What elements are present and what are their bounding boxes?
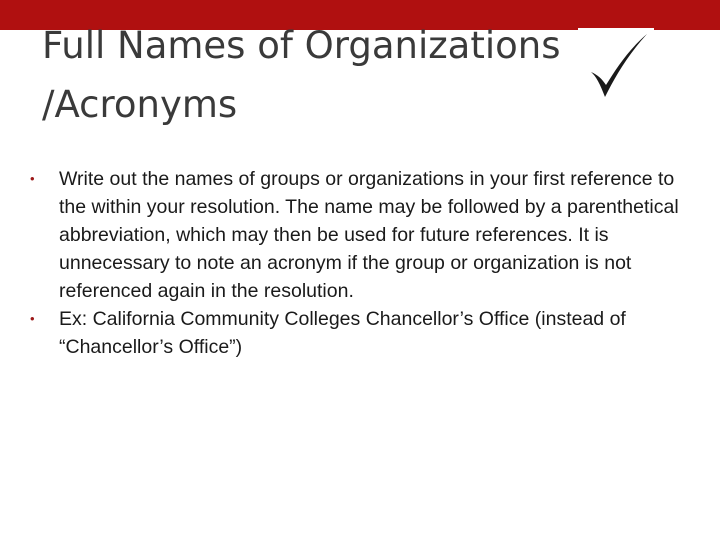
bullet-item-2: [30, 305, 700, 361]
checkmark-icon: [578, 28, 654, 104]
bullet-list: [30, 165, 700, 361]
bullet-marker: •: [30, 311, 35, 326]
slide-title: [42, 16, 642, 134]
bullet-text-2: Ex: California Community Colleges Chancellor’s Office (instead of “Chancellor’s Office”): [59, 308, 626, 358]
bullet-item-1: [30, 165, 700, 305]
bullet-marker: •: [30, 171, 35, 186]
slide-title-line-2: /Acronyms: [42, 83, 238, 126]
slide-title-line-1: Full Names of Organizations: [42, 24, 561, 67]
bullet-text-1: Write out the names of groups or organizations in your first reference to the within your resolution. The name may be followed by a parenthetical abbreviation, which may then be used for future references. It is unnecessary to note an acronym if the group or organization is not referenced again in the resolution.: [59, 168, 679, 302]
